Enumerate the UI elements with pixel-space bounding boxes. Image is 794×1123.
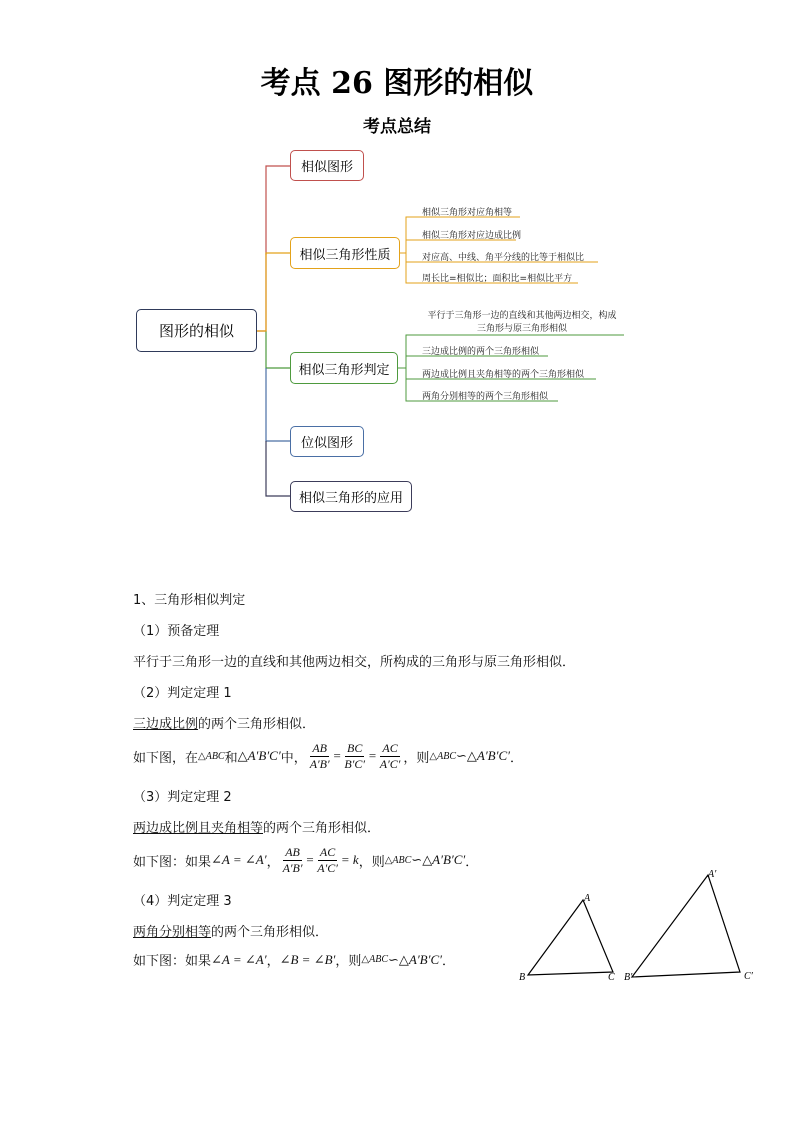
s3-example	[133, 842, 478, 878]
triangle-a1b1c1	[632, 875, 740, 977]
period: ．	[509, 750, 523, 766]
s3-label: （3）判定定理 2	[133, 790, 232, 805]
s4-ex-a: 如下图：如果	[133, 954, 212, 969]
leaf-angles-equal: 相似三角形对应角相等	[422, 208, 513, 218]
s4-rest: 的两个三角形相似．	[211, 925, 329, 940]
tri-a1b1c1: △A′B′C′	[237, 748, 281, 763]
section-heading: 1、三角形相似判定	[133, 593, 246, 608]
page-title: 考点 26 图形的相似	[260, 66, 534, 101]
frac-ac: $\frac{AC}{A'C'}$	[317, 844, 338, 875]
comma: ，	[266, 954, 280, 969]
s2-ex-d: ，则	[403, 750, 430, 766]
s4-ex-b: ，则	[335, 954, 362, 969]
branch-properties: 相似三角形性质	[290, 237, 400, 269]
page-subtitle: 考点总结	[363, 117, 431, 137]
s2-example	[133, 738, 523, 774]
tri-a1b1c1: △A′B′C′	[466, 748, 510, 763]
s2-rest: 的两个三角形相似．	[198, 717, 316, 732]
s4-label: （4）判定定理 3	[133, 894, 232, 909]
s2-text	[133, 713, 315, 732]
s4-text	[133, 921, 328, 940]
leaf-perimeter-area: 周长比=相似比；面积比=相似比平方	[422, 274, 573, 284]
s2-label: （2）判定定理 1	[133, 686, 232, 701]
branch-criteria: 相似三角形判定	[290, 352, 398, 384]
frac-ab: $\frac{AB}{A'B'}$	[309, 740, 330, 771]
angle-a: ∠A = ∠A′	[211, 852, 267, 867]
leaf-sss: 三边成比例的两个三角形相似	[422, 347, 540, 357]
frac-ac: $\frac{AC}{A'C'}$	[379, 740, 401, 771]
label-a1: A′	[708, 869, 717, 880]
sim-symbol: ∽	[411, 852, 423, 867]
s2-ex-b: 和	[224, 750, 238, 766]
s3-text	[133, 817, 380, 836]
branch-similar-figures: 相似图形	[290, 150, 364, 181]
eq-k: = k	[340, 852, 359, 867]
sim-symbol: ∽	[387, 951, 399, 967]
s4-underline: 两角分别相等	[133, 925, 212, 940]
s1-text: 平行于三角形一边的直线和其他两边相交，所构成的三角形与原三角形相似．	[133, 655, 576, 670]
leaf-ratio-lines: 对应高、中线、角平分线的比等于相似比	[422, 253, 585, 263]
branch-homothety: 位似图形	[290, 426, 364, 457]
s2-ex-c: 中，	[280, 750, 307, 766]
leaf-aa: 两角分别相等的两个三角形相似	[422, 392, 549, 402]
leaf-sas: 两边成比例且夹角相等的两个三角形相似	[422, 370, 585, 380]
frac-bc: $\frac{BC}{B'C'}$	[344, 740, 366, 771]
s3-underline: 两边成比例且夹角相等	[133, 821, 264, 836]
label-b1: B′	[624, 972, 633, 983]
sim-symbol: ∽	[455, 748, 467, 763]
mindmap-root: 图形的相似	[136, 309, 257, 352]
tri-abc: △ABC	[361, 954, 388, 965]
eq-sign: =	[368, 748, 377, 763]
period: ．	[441, 954, 455, 969]
s3-rest: 的两个三角形相似．	[263, 821, 381, 836]
label-a: A	[584, 893, 591, 904]
label-c: C	[608, 972, 615, 983]
branch-applications: 相似三角形的应用	[290, 481, 412, 512]
leaf-parallel-line: 平行于三角形一边的直线和其他两边相交，构成 三角形与原三角形相似	[427, 311, 617, 334]
s3-ex-a: 如下图：如果	[133, 854, 212, 870]
tri-abc: △ABC	[198, 750, 225, 762]
tri-abc: △ABC	[429, 750, 456, 762]
angle-b: ∠B = ∠B′	[279, 951, 336, 967]
period: ．	[465, 854, 479, 870]
angle-a: ∠A = ∠A′	[211, 951, 267, 967]
s4-example	[133, 950, 455, 969]
s2-underline: 三边成比例	[133, 717, 199, 732]
s1-label: （1）预备定理	[133, 624, 220, 639]
triangles-figure	[510, 860, 770, 990]
label-c1: C′	[744, 971, 753, 982]
eq-sign: =	[332, 748, 342, 763]
label-b: B	[519, 972, 526, 983]
tri-a1b1c1: △A′B′C′	[398, 951, 442, 967]
s2-ex-a: 如下图，在	[133, 750, 199, 766]
s3-ex-b: ，则	[358, 854, 385, 870]
eq-sign: =	[305, 852, 315, 867]
tri-abc: △ABC	[384, 854, 412, 866]
mindmap-connectors	[0, 0, 794, 560]
frac-ab: $\frac{AB}{A'B'}$	[282, 844, 303, 875]
leaf-sides-proportional: 相似三角形对应边成比例	[422, 231, 522, 241]
tri-a1b1c1: △A′B′C′	[422, 852, 466, 867]
triangle-abc	[528, 900, 613, 975]
comma: ，	[266, 854, 280, 870]
